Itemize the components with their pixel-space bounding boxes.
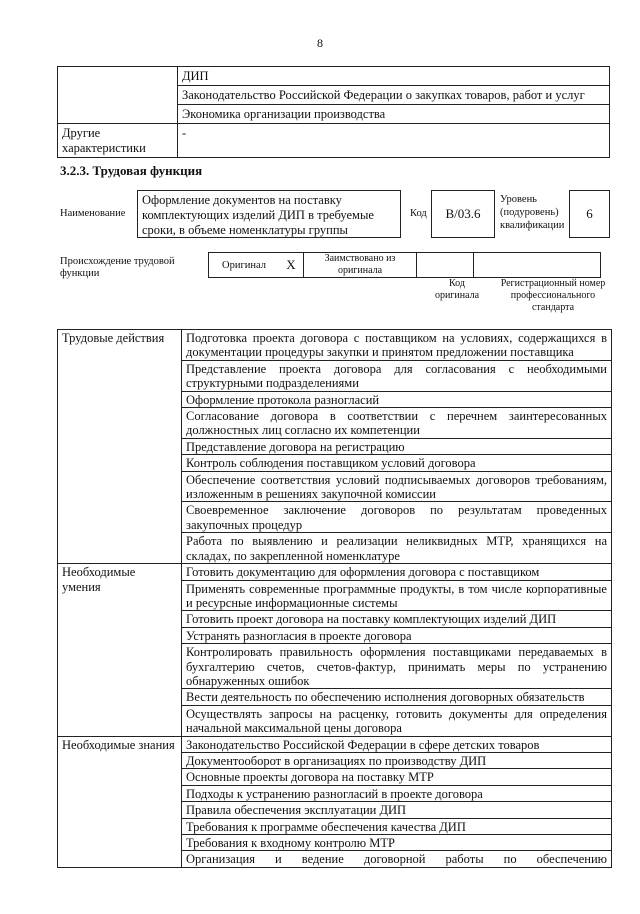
name-label: Наименование	[60, 208, 126, 219]
function-code-box: B/03.6	[431, 190, 495, 238]
list-item: Подходы к устранению разногласий в проекте договора	[182, 785, 612, 801]
list-item: Готовить проект договора на поставку комплектующих изделий ДИП	[182, 611, 612, 627]
origin-label: Происхождение трудовой функции	[60, 256, 175, 279]
original-label: Оригинал	[209, 253, 280, 278]
list-item: Осуществлять запросы на расценку, готовить документы для определения начальной максимальной цены договора	[182, 705, 612, 736]
section-heading: 3.2.3. Трудовая функция	[60, 163, 203, 178]
list-item: Документооборот в организациях по производству ДИП	[182, 752, 612, 768]
list-item: Вести деятельность по обеспечению исполнения договорных обязательств	[182, 689, 612, 705]
list-item: Своевременное заключение договоров по результатам проведенных закупочных процедур	[182, 502, 612, 533]
list-item: Организация и ведение договорной работы по обеспечению	[182, 851, 612, 867]
code-label: Код	[410, 208, 427, 219]
list-item: Контроль соблюдения поставщиком условий договора	[182, 455, 612, 471]
table-cell: ДИП	[178, 67, 610, 86]
list-item: Оформление протокола разногласий	[182, 391, 612, 407]
reg-number-cell	[474, 253, 601, 278]
table-row	[58, 564, 612, 580]
labor-function-table	[57, 329, 612, 868]
list-item: Устранять разногласия в проекте договора	[182, 627, 612, 643]
list-item: Согласование договора в соответствии с перечнем заинтересованных должностных лиц согласно их компетенции	[182, 408, 612, 439]
page-number: 8	[317, 36, 323, 50]
list-item: Работа по выявлению и реализации неликвидных МТР, хранящихся на складах, по закрепленной номенклатуре	[182, 533, 612, 564]
reg-number-label: Регистрационный номер профессионального стандарта	[500, 278, 606, 313]
table-cell: Законодательство Российской Федерации о закупках товаров, работ и услуг	[178, 86, 610, 105]
table-cell: Экономика организации производства	[178, 105, 610, 124]
original-mark: X	[279, 253, 304, 278]
list-item: Правила обеспечения эксплуатации ДИП	[182, 802, 612, 818]
list-item: Законодательство Российской Федерации в сфере детских товаров	[182, 736, 612, 752]
table-row	[209, 253, 601, 278]
function-name-box: Оформление документов на поставку комплектующих изделий ДИП в требуемые сроки, в объеме номенклатуры группы	[137, 190, 401, 238]
list-item: Представление проекта договора для согласования с необходимыми структурными подразделениями	[182, 360, 612, 391]
list-item: Применять современные программные продукты, в том числе корпоративные и ресурсные информационные системы	[182, 580, 612, 611]
list-item: Требования к программе обеспечения качества ДИП	[182, 818, 612, 834]
section-label-knowledge: Необходимые знания	[58, 736, 182, 867]
code-original-cell	[417, 253, 474, 278]
section-label-actions: Трудовые действия	[58, 330, 182, 564]
list-item: Представление договора на регистрацию	[182, 438, 612, 454]
section-label-skills: Необходимые умения	[58, 564, 182, 736]
list-item: Подготовка проекта договора с поставщиком на условиях, содержащихся в документации процедуры закупки и принятом предложении поставщика	[182, 330, 612, 361]
table-row	[58, 67, 610, 86]
table-row	[58, 330, 612, 361]
table-cell: -	[178, 124, 610, 158]
list-item: Основные проекты договора на поставку МТР	[182, 769, 612, 785]
level-label: Уровень (подуровень) квалификации	[500, 194, 565, 231]
code-original-label: Код оригинала	[434, 278, 480, 301]
list-item: Готовить документацию для оформления договора с поставщиком	[182, 564, 612, 580]
borrowed-label: Заимствовано из оригинала	[304, 253, 417, 278]
level-box: 6	[569, 190, 610, 238]
list-item: Требования к входному контролю МТР	[182, 835, 612, 851]
table-row	[58, 736, 612, 752]
table-cell-label	[58, 67, 178, 124]
list-item: Обеспечение соответствия условий подписываемых договоров требованиям, изложенным в решениях закупочной комиссии	[182, 471, 612, 502]
origin-table	[208, 252, 601, 278]
table-row	[58, 124, 610, 158]
list-item: Контролировать правильность оформления поставщиками передаваемых в бухгалтерию счетов, счетов-фактур, принимать меры по устранению обнаруженных ошибок	[182, 644, 612, 689]
table-cell-label: Другие характеристики	[58, 124, 178, 158]
top-characteristics-table	[57, 66, 610, 158]
